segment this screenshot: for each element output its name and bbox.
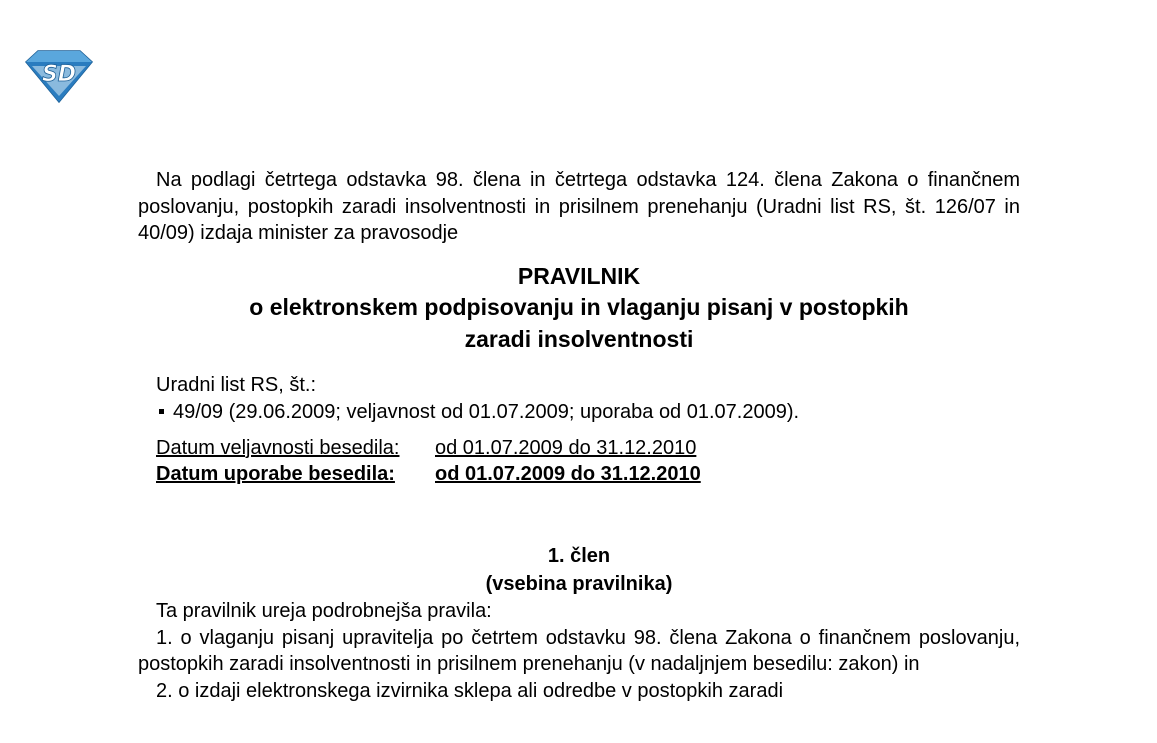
gazette-label: Uradni list RS, št.: bbox=[156, 374, 317, 396]
gazette-entry bbox=[156, 399, 1020, 426]
article-1-body bbox=[138, 598, 1020, 704]
use-date-value: od 01.07.2009 do 31.12.2010 bbox=[435, 463, 701, 485]
article-number: 1. člen bbox=[547, 545, 611, 567]
use-date-row bbox=[156, 461, 1020, 487]
use-date-label: Datum uporabe besedila: bbox=[156, 463, 395, 485]
article-item-2: 2. o izdaji elektronskega izvirnika sklepa ali odredbe v postopkih zaradi bbox=[156, 679, 784, 702]
title-line-2: o elektronskem podpisovanju in vlaganju pisanj v postopkih bbox=[249, 294, 909, 320]
validity-date-value: od 01.07.2009 do 31.12.2010 bbox=[435, 437, 697, 459]
article-lead: Ta pravilnik ureja podrobnejša pravila: bbox=[156, 600, 492, 622]
validity-date-label: Datum veljavnosti besedila: bbox=[156, 437, 400, 459]
logo-letters: SD bbox=[41, 62, 77, 87]
text-dates bbox=[138, 435, 1020, 487]
sd-logo bbox=[22, 48, 96, 104]
diamond-logo-icon bbox=[22, 48, 96, 104]
bullet-icon bbox=[159, 409, 164, 414]
document-title bbox=[138, 261, 1020, 356]
title-line-3: zaradi insolventnosti bbox=[464, 325, 694, 352]
intro-paragraph: Na podlagi četrtega odstavka 98. člena in četrtega odstavka 124. člena Zakona o finančnem poslovanju, postopkih zaradi insolventnosti in prisilnem prenehanju (Uradni list RS, št. 126/07 in 40/09) izdaja minister za pravosodje bbox=[138, 169, 1020, 244]
article-1-heading bbox=[138, 543, 1020, 598]
article-item-1: 1. o vlaganju pisanj upravitelja po četrtem odstavku 98. člena Zakona o finančnem poslovanju, postopkih zaradi insolventnosti in prisilnem prenehanju (v nadaljnjem besedilu: zakon) in bbox=[138, 626, 1020, 675]
validity-date-row bbox=[156, 435, 1020, 461]
article-subtitle: (vsebina pravilnika) bbox=[485, 572, 673, 595]
title-main: PRAVILNIK bbox=[517, 262, 641, 289]
gazette-entry-text: 49/09 (29.06.2009; veljavnost od 01.07.2009; uporaba od 01.07.2009). bbox=[173, 400, 800, 423]
document-body bbox=[138, 167, 1020, 704]
gazette-info bbox=[138, 372, 1020, 425]
